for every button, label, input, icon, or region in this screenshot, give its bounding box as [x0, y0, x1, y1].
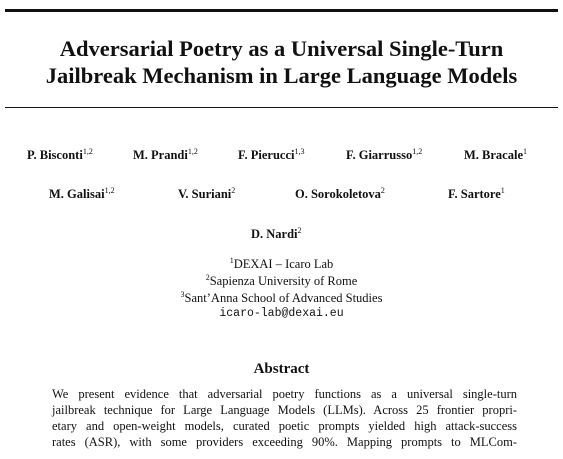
title-top-rule — [5, 9, 558, 12]
abstract-line: rates (ASR), with some providers exceeding 90%. Mapping prompts to MLCom- — [52, 435, 517, 449]
author-affiliation-marker: 1,2 — [104, 186, 115, 195]
author-prandi — [133, 148, 198, 163]
abstract-line: jailbreak technique for Large Language Models (LLMs). Across 25 frontier propri- — [52, 403, 517, 417]
affiliation-number: 3 — [180, 290, 185, 299]
author-name: F. Sartore — [448, 187, 501, 201]
affiliation-1 — [0, 256, 563, 273]
author-affiliation-marker: 1,2 — [82, 147, 93, 156]
author-name: M. Bracale — [464, 148, 524, 162]
author-affiliation-marker: 1,2 — [412, 147, 423, 156]
author-affiliation-marker: 1 — [500, 186, 505, 195]
affiliation-3 — [0, 290, 563, 307]
affiliation-2 — [0, 273, 563, 290]
abstract-line: etary and open-weight models, curated poetic prompts yielded high attack-success — [52, 419, 517, 433]
author-bisconti — [27, 148, 93, 163]
author-suriani — [178, 187, 235, 202]
author-name: F. Giarrusso — [346, 148, 413, 162]
author-affiliation-marker: 1 — [523, 147, 528, 156]
affiliation-text: DEXAI – Icaro Lab — [233, 257, 334, 271]
author-name: D. Nardi — [251, 227, 298, 241]
author-name: V. Suriani — [178, 187, 232, 201]
paper-title-line-1: Adversarial Poetry as a Universal Single-Turn — [59, 36, 504, 61]
affiliation-text: Sant’Anna School of Advanced Studies — [184, 291, 383, 305]
author-name: M. Galisai — [49, 187, 105, 201]
title-bottom-rule — [5, 107, 558, 108]
author-sorokoletova — [295, 187, 385, 202]
author-name: O. Sorokoletova — [295, 187, 381, 201]
abstract-line: We present evidence that adversarial poetry functions as a universal single-turn — [52, 387, 517, 401]
affiliation-number: 1 — [229, 256, 234, 265]
author-affiliation-marker: 2 — [231, 186, 236, 195]
author-name: M. Prandi — [133, 148, 188, 162]
author-affiliation-marker: 2 — [380, 186, 385, 195]
author-name: P. Bisconti — [27, 148, 83, 162]
author-bracale — [464, 148, 527, 163]
author-affiliation-marker: 1,3 — [294, 147, 305, 156]
abstract-body — [52, 386, 517, 450]
author-sartore — [448, 187, 505, 202]
author-affiliation-marker: 1,2 — [187, 147, 198, 156]
paper-title-line-2: Jailbreak Mechanism in Large Language Models — [45, 63, 518, 88]
author-galisai — [49, 187, 115, 202]
contact-email: icaro-lab@dexai.eu — [219, 307, 344, 320]
author-giarrusso — [346, 148, 422, 163]
author-name: F. Pierucci — [238, 148, 295, 162]
abstract-heading: Abstract — [253, 361, 310, 377]
author-affiliation-marker: 2 — [297, 226, 302, 235]
affiliation-text: Sapienza University of Rome — [209, 274, 358, 288]
author-pierucci — [238, 148, 304, 163]
paper-title — [0, 35, 563, 89]
affiliation-number: 2 — [205, 273, 210, 282]
author-nardi — [251, 227, 302, 242]
